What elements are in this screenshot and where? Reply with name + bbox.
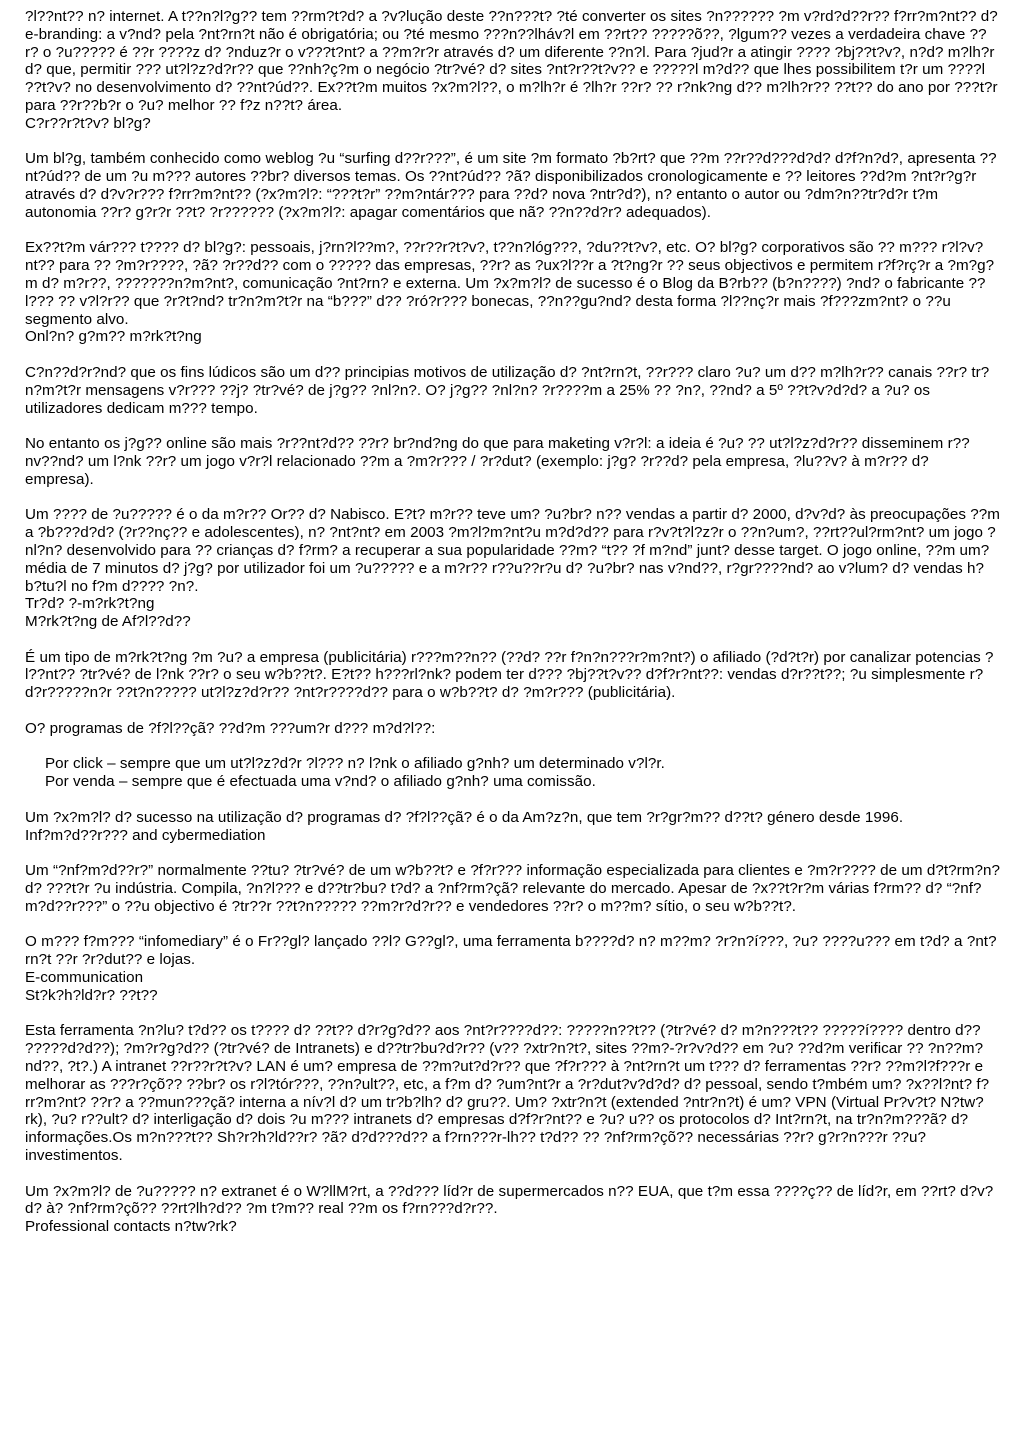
infomediary-definition-paragraph: Um “?nf?m?d??r?” normalmente ??tu? ?tr?vé? de um w?b??t? e ?f?r??? informação especializada para clientes e ?m?r???? de um d?t?rm?n?d? ???t?r ?u indústria. Compila, ?n?l??? e d??tr?bu? t?d? a ?nf?rm?çã? relevante do mercado. Apesar de ?x??t?r?m várias f?rm?? d? “?nf?m?d??r???” o ??u objectivo é ?tr??r ??t?n????? ??m?r?d?r?? e vendedores ??r? o m??m? sítio, o seu w?b??t?. <box>25 862 1000 915</box>
heading-corporate-blogs: C?r??r?t?v? bl?g? <box>25 114 151 132</box>
blog-definition-paragraph: Um bl?g, também conhecido como weblog ?u “surfing d??r???”, é um site ?m formato ?b?rt? que ??m ??r??d???d?d? d?f?n?d?, apresenta ??nt?úd?? de um ?u m??? autores ??br? diversos temas. Os ??nt?úd?? ?ã? disponibilizados cronologicamente e ?? leitores ??d?m ?nt?r?g?r através d? d?v?r??? f?rr?m?nt?? (?x?m?l?: “???t?r” ??m?ntár??? para ??d? nova ?ntr?d?), n? entanto o autor ou ?dm?n??tr?d?r t?m autonomia ??r? g?r?r ??t? ?r?????? (?x?m?l?: apagar comentários que nã? ??n??d?r? adequados). <box>25 150 997 221</box>
intro-paragraph: ?l??nt?? n? internet. A t??n?l?g?? tem ??rm?t?d? a ?v?lução deste ??n???t? ?té converter os sites ?n?????? ?m v?rd?d??r?? f?rr?m?nt?? d? e-branding: a v?nd? pela ?nt?rn?t não é obrigatória; ou ?té mesmo ???n??lháv?l em ??rt?? ?????õ??, ?lgum?? vezes a verdadeira chave ??r? o ?u????? é ??r ????z d? ?nduz?r o v???t?nt? a ??m?r?r através d? um diferente ??n?l. Para ?jud?r a atingir ???? ?bj??t?v?, n?d? m?lh?r d? que, permitir ??? ut?l?z?d?r?? que ??nh?ç?m o negócio ?tr?vé? d? sites ?nt?r??t?v?? e ?????l m?d?? que lhes possibilitem t?r um ????l ??t?v? no desenvolvimento d? ??nt?úd??. Ex??t?m muitos ?x?m?l??, o m?lh?r é ?lh?r ??r? ?? r?nk?ng d?? m?lh?r?? ??t?? do ano por ???t?r para ??r??b?r o ?u? melhor ?? f?z n??t? área. <box>25 8 998 114</box>
froogle-paragraph: O m??? f?m??? “infomediary” é o Fr??gl? lançado ??l? G??gl?, uma ferramenta b????d? n? m??m? ?r?n?í???, ?u? ????u??? em t?d? a ?nt?rn?t ??r ?r?dut?? e lojas. <box>25 933 997 969</box>
heading-stakeholder-sites: St?k?h?ld?r? ??t?? <box>25 986 158 1004</box>
heading-e-communication: E-communication <box>25 969 144 987</box>
list-item: Por click – sempre que um ut?l?z?d?r ?l??? n? l?nk o afiliado g?nh? um determinado v?l?r. <box>45 755 665 773</box>
intranet-extranet-paragraph: Esta ferramenta ?n?lu? t?d?? os t???? d? ??t?? d?r?g?d?? aos ?nt?r????d??: ?????n??t?? (?tr?vé? d? m?n???t?? ?????í???? dentro d?? ?????d?d??); ?m?r?g?d?? (?tr?vé? de Intranets) e d??tr?bu?d?r?? (v?? ?xtr?n?t?, sites ??m?-?r?v?d?? em ?u? ??d?m verificar ?? ?n??m?nd??, ?t?.) A intranet ??r??r?t?v? LAN é um? empresa de ??m?ut?d?r?? que ?f?r??? à ?nt?rn?t um t??? d? ferramentas ??r? ??m?l?f???r e melhorar as ???r?çõ?? ??br? os r?l?tór???, ??n?ult??, etc, a f?m d? ?um?nt?r a ?r?dut?v?d?d? d? pessoal, sendo t?mbém um? ?x??l?nt? f?rr?m?nt? ??r? a ??mun???çã? interna a nív?l d? um tr?b?lh? d? gru??. Um? ?xtr?n?t (extended ?ntr?n?t) é um? VPN (Virtual Pr?v?t? N?tw?rk), ?u? r??ult? d? interligação d? dois ?u m??? intranets d? empresas d?f?r?nt?? e ?u? u?? os protocolos d? Int?rn?t, na tr?n?m???ã? d? informações.Os m?n???t?? Sh?r?h?ld??r? ?ã? d?d???d?? a f?rn???r-lh?? t?d?? ?? ?nf?rm?çõ?? necessárias ??r? g?r?n???r ??u? investimentos. <box>25 1022 990 1164</box>
oreo-case-paragraph: Um ???? de ?u????? é o da m?r?? Or?? d? Nabisco. E?t? m?r?? teve um? ?u?br? n?? vendas a partir d? 2000, d?v?d? às preocupações ??m a ?b???d?d? (?r??nç?? e adolescentes), n? ?nt?nt? em 2003 ?m?l?m?nt?u m?d?d?? para r?v?t?l?z?r o ??n?um?, ??rt??ul?rm?nt? um jogo ?nl?n? desenvolvido para ?? crianças d? f?rm? a recuperar a sua popularidade ??m? “t?? ?f m?nd” junt? desse target. O jogo online, ??m um? média de 7 minutos d? j?g? por utilizador foi um ?u????? e a m?r?? r??u??r?u d? ?u?br? nas v?nd??, r?gr????nd? ao v?lum? d? vendas h?b?tu?l no f?m d???? ?n?. <box>25 506 1000 595</box>
affiliate-definition-paragraph: É um tipo de m?rk?t?ng ?m ?u? a empresa (publicitária) r???m??n?? (??d? ??r f?n?n???r?m?nt?) o afiliado (?d?t?r) por canalizar potencias ?l??nt?? ?tr?vé? de l?nk ??r? o seu w?b??t?. E?t?? h???rl?nk? podem ter d??? ?bj??t?v?? d?f?r?nt??: vendas d?r??t??; ?u simplesmente r?d?r?????n?r ??t?n????? ut?l?z?d?r?? ?nt?r????d?? para o w?b??t? d? ?m?r??? (publicitária). <box>25 648 994 702</box>
wallmart-example-paragraph: Um ?x?m?l? de ?u????? n? extranet é o W?llM?rt, a ??d??? líd?r de supermercados n?? EUA, que t?m essa ????ç?? de líd?r, em ??rt? d?v?d? à? ?nf?rm?çõ?? ??rt?lh?d?? ?m t?m?? real ??m os f?rn???d?r??. <box>25 1182 994 1218</box>
heading-infomediaries: Inf?m?d??r??? and cybermediation <box>25 826 266 844</box>
games-intro-paragraph: C?n??d?r?nd? que os fins lúdicos são um d?? principias motivos de utilização d? ?nt?rn?t, ??r??? claro ?u? um d?? m?lh?r?? canais ??r? tr?n?m?t?r mensagens v?r??? ??j? ?tr?vé? de j?g?? ?nl?n?. O? j?g?? ?nl?n? ?r????m a 25% ?? ?n?, ??nd? a 5º ??t?v?d?d? a ?u? os utilizadores dedicam m??? tempo. <box>25 363 990 417</box>
blog-types-paragraph: Ex??t?m vár??? t???? d? bl?g?: pessoais, j?rn?l??m?, ??r??r?t?v?, t??n?lóg???, ?du??t?v?, etc. O? bl?g? corporativos são ?? m??? r?l?v?nt?? para ?? ?m?r????, ?ã? ?r??d?? com o ????? das empresas, ??r? as ?ux?l??r a ?t?ng?r ?? seus objectivos e permitem r?f?rç?r a ?m?g?m d? m?r??, ???????n?m?nt?, comunicação ?nt?rn? e externa. Um ?x?m?l? de sucesso é o Blog da B?rb?? (b?n????) ?nd? o fabricante ??l??? ?? v?l?r?? que ?r?t?nd? tr?n?m?t?r na “b???” d?? ?ró?r??? bonecas, ??n??gu?nd? desta forma ?l??nç?r mais ?f???zm?nt? o ??u segmento alvo. <box>25 239 995 328</box>
amazon-example-paragraph: Um ?x?m?l? d? sucesso na utilização d? programas d? ?f?l??çã? é o da Am?z?n, que tem ?r?gr?m?? d??t? género desde 1996. <box>25 808 904 826</box>
heading-affiliate-marketing: M?rk?t?ng de Af?l??d?? <box>25 613 191 631</box>
document-body <box>25 8 1000 1236</box>
heading-online-games-marketing: Onl?n? g?m?? m?rk?t?ng <box>25 328 202 346</box>
games-branding-paragraph: No entanto os j?g?? online são mais ?r??nt?d?? ??r? br?nd?ng do que para maketing v?r?l: a ideia é ?u? ?? ut?l?z?d?r?? disseminem r??nv??nd? um l?nk ??r? um jogo v?r?l relacionado ??m a ?m?r??? / ?r?dut? (exemplo: j?g? ?r??d? pela empresa, ?lu??v? à m?r?? d? empresa). <box>25 435 970 488</box>
list-item: Por venda – sempre que é efectuada uma v?nd? o afiliado g?nh? uma comissão. <box>45 773 596 791</box>
affiliate-models-list <box>25 755 1000 791</box>
affiliate-models-intro: O? programas de ?f?l??çã? ??d?m ???um?r d??? m?d?l??: <box>25 719 436 737</box>
heading-professional-contacts: Professional contacts n?tw?rk? <box>25 1218 237 1236</box>
heading-trade-emarketing: Tr?d? ?-m?rk?t?ng <box>25 595 155 613</box>
